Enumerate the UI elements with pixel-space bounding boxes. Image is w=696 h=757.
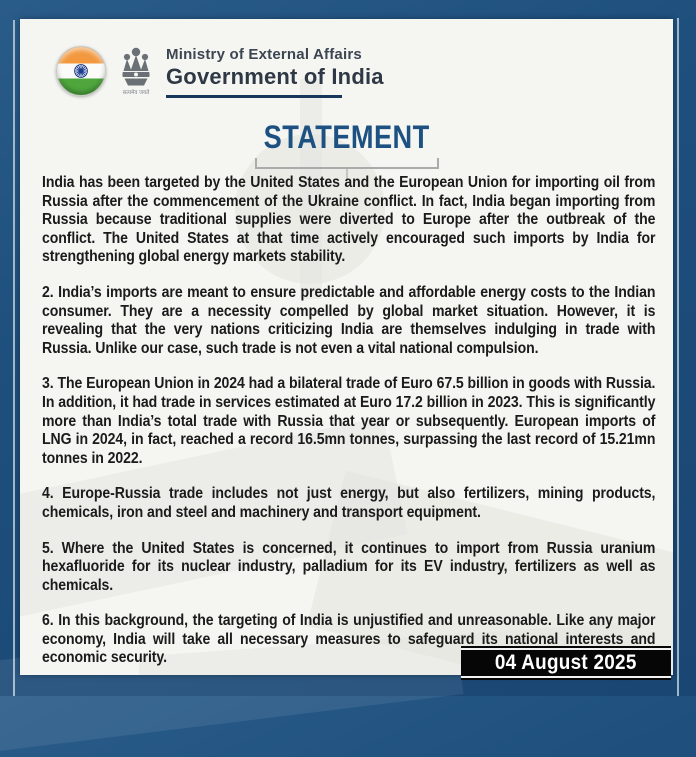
title-bracket-underline: [255, 158, 439, 169]
statement-date: 04 August 2025: [495, 651, 637, 674]
statement-body: [42, 174, 655, 685]
frame-accent-line-left: [13, 20, 15, 696]
statement-paragraph-2: 2. India’s imports are meant to ensure predictable and affordable energy costs to the Indian consumer. They are a necessity compelled by global market situation. However, it is revealing that the very nations criticizing India are themselves indulging in trade with Russia. Unlike our case, such trade is not even a vital national compulsion.: [42, 283, 656, 357]
ministry-header-text: [166, 44, 384, 98]
title-section: [20, 119, 673, 180]
header-underline: [166, 95, 342, 98]
ashoka-chakra-icon: [74, 64, 89, 79]
header: [56, 44, 384, 116]
statement-paragraph-5: 5. Where the United States is concerned, it continues to import from Russia uranium hexafluoride for its nuclear industry, palladium for its EV industry, fertilizers as well as chemicals.: [42, 539, 656, 594]
india-flag-icon: [56, 46, 106, 96]
ashoka-emblem-icon: [116, 46, 156, 97]
frame-accent-line-right: [677, 18, 679, 696]
statement-panel: [20, 19, 673, 675]
statement-paragraph-6: 6. In this background, the targeting of India is unjustified and unreasonable. Like any major economy, India will take all necessary measures to safeguard its national interests and economic security.: [42, 612, 656, 667]
statement-paragraph-3: 3. The European Union in 2024 had a bilateral trade of Euro 67.5 billion in goods with Russia. In addition, it had trade in services estimated at Euro 17.2 billion in 2023. This is significantly more than India’s total trade with Russia that year or subsequently. European imports of LNG in 2024, in fact, reached a record 16.5mn tonnes, surpassing the last record of 15.21mn tonnes in 2022.: [42, 375, 656, 467]
statement-paragraph-1: India has been targeted by the United States and the European Union for importing oil from Russia after the commencement of the Ukraine conflict. In fact, India began importing from Russia because traditional supplies were diverted to Europe after the outbreak of the conflict. The United States at that time actively encouraged such imports by India for strengthening global energy markets stability.: [42, 174, 656, 266]
statement-paragraph-4: 4. Europe-Russia trade includes not just energy, but also fertilizers, mining products, chemicals, iron and steel and machinery and transport equipment.: [42, 485, 656, 521]
government-name: Government of India: [166, 63, 384, 89]
emblem-motto: सत्यमेव जयते: [122, 90, 150, 96]
ministry-name: Ministry of External Affairs: [166, 46, 362, 63]
page-title: STATEMENT: [263, 119, 430, 155]
date-badge: [461, 648, 671, 678]
